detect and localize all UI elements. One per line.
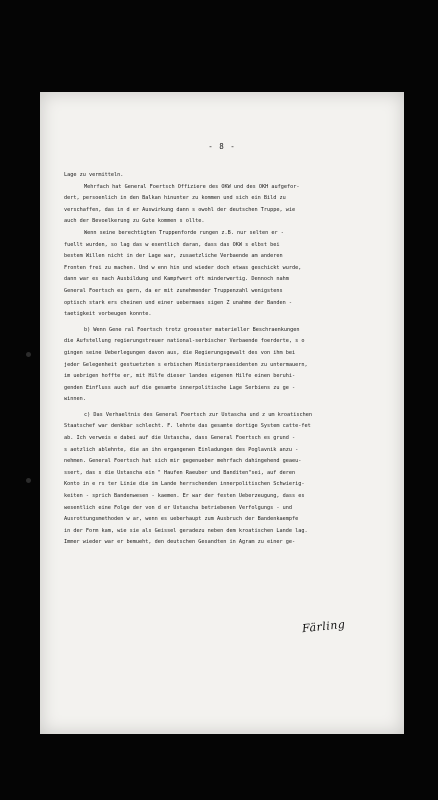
handwritten-signature: Färling [301, 617, 346, 636]
text-line: Wenn seine berechtigten Truppenforde rungen z.B. nur selten er - [84, 229, 284, 236]
text-line: keiten - sprich Bandenwesen - kaemen. Er war der festen Ueberzeugung, dass es [64, 493, 305, 500]
text-line: s aetzlich ablehnte, die an ihn ergangenen Einladungen des Poglavnik anzu - [64, 446, 299, 453]
text-line: gingen seine Ueberlegungen davon aus, die Regierungsgewalt des von ihm bei [64, 349, 296, 356]
text-line: wesentlich eine Folge der von d er Ustascha betriebenen Verfolgungs - und [64, 504, 292, 511]
text-line: nehmen. General Foertsch hat sich mir gegenueber mehrfach dahingehend geaeu- [64, 458, 302, 465]
text-line: dann war es nach Ausbildung und Kampfwert oft minderwertig. Dennoch nahm [64, 276, 289, 283]
text-line: Immer wieder war er bemueht, den deutschen Gesandten in Agram zu einer ge- [64, 539, 296, 546]
text-line: Staatschef war denkbar schlecht. F. lehnte das gesamte dortige System catte-fet [64, 423, 311, 430]
text-line: Ausrottungsmethoden w ar, wenn es ueberhaupt zum Ausbruch der Bandenkaempfe [64, 516, 299, 523]
punch-hole [26, 478, 31, 483]
document-page [40, 92, 404, 734]
text-line: bestem Willen nicht in der Lage war, zusaetzliche Verbaende am anderen [64, 253, 283, 260]
text-line: im uebrigen hoffte er, mit Hilfe dieser landes eigenen Hilfe einen beruhi- [64, 373, 296, 380]
text-line: verschaffen, das in d er Auswirkung dann s owohl der deutschen Truppe, wie [64, 206, 296, 213]
text-line: Konto in e rs ter Linie die im Lande herrschenden innerpolitischen Schwierig- [64, 481, 305, 488]
text-line: ssert, das s die Ustascha ein " Haufen Raeuber und Banditen"sei, auf deren [64, 469, 296, 476]
text-line: jeder Gelegenheit gestuetzten s erbischen Ministerpraesidenten zu untermauern, [64, 361, 308, 368]
text-line: c) Das Verhaeltnis des General Foertsch zur Ustascha und z um kroatischen [84, 411, 312, 418]
text-line: Lage zu vermitteln. [64, 172, 124, 178]
document-body [64, 170, 390, 549]
text-line: winnen. [64, 396, 86, 403]
text-line: General Foertsch es gern, da er mit zunehmender Truppenzahl wenigstens [64, 287, 283, 294]
text-line: b) Wenn Gene ral Foertsch trotz groesster materieller Beschraenkungen [84, 326, 300, 333]
text-line: ab. Ich verweis e dabei auf die Ustascha, dass General Foertsch es grund - [64, 435, 296, 442]
text-line: dert, persoenlich in den Balkan hinunter zu kommen und sich ein Bild zu [64, 195, 286, 202]
text-line: taetigkeit vorbeugen konnte. [64, 311, 152, 318]
text-line: Fronten frei zu machen. Und w enn hin und wieder doch etwas geschickt wurde, [64, 264, 302, 271]
punch-hole [26, 352, 31, 357]
text-line: optisch stark ers cheinen und einer uebermaes sigen Z unahme der Banden - [64, 299, 292, 306]
text-line: auch der Bevoelkerung zu Gute kommen s ollte. [64, 218, 205, 225]
text-line: genden Einfluss auch auf die gesamte innerpolitische Lage Serbiens zu ge - [64, 384, 296, 391]
page-number: - 8 - [208, 142, 236, 151]
text-line: Mehrfach hat General Foertsch Offiziere des OKW und des OKH aufgefor- [84, 183, 300, 190]
text-line: die Aufstellung regierungstreuer national-serbischer Verbaende foerderte, s o [64, 338, 305, 345]
text-line: in der Form kam, wie sie als Geissel geradezu neben dem kroatischen Lande lag. [64, 527, 308, 534]
text-line: fuellt wurden, so lag das w esentlich daran, dass das OKW s elbst bei [64, 241, 280, 248]
